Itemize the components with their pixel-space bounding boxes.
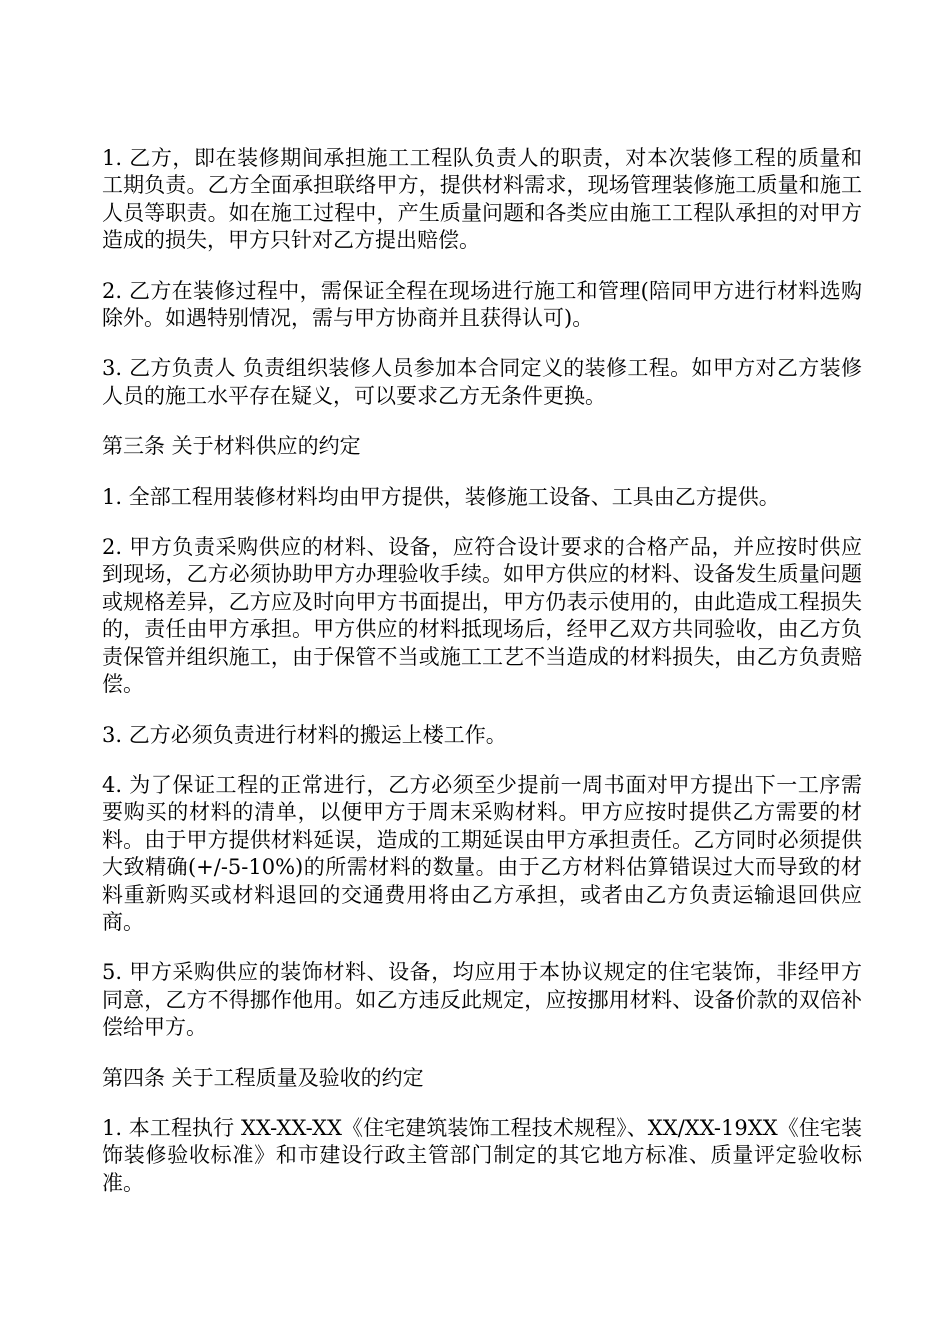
paragraph-item-3-1: 1. 全部工程用装修材料均由甲方提供，装修施工设备、工具由乙方提供。 [102,484,780,509]
paragraph-item-3-4: 4. 为了保证工程的正常进行，乙方必须至少提前一周书面对甲方提出下一工序需要购买的材料的清单，以便甲方于周末采购材料。甲方应按时提供乙方需要的材料。由于甲方提供材料延误，造成的工期延误由甲方承担责任。乙方同时必须提供大致精确(+/-5-10%)的所需材料的数量。由于乙方材料估算错误过大而导致的材料重新购买或材料退回的交通费用将由乙方承担，或者由乙方负责运输退回供应商。 [102,772,862,934]
section-heading-article-3: 第三条 关于材料供应的约定 [102,434,361,459]
section-heading-article-4: 第四条 关于工程质量及验收的约定 [102,1065,424,1090]
paragraph-item-3: 3. 乙方负责人 负责组织装修人员参加本合同定义的装修工程。如甲方对乙方装修人员的施工水平存在疑义，可以要求乙方无条件更换。 [102,356,862,408]
paragraph-item-1: 1. 乙方，即在装修期间承担施工工程队负责人的职责，对本次装修工程的质量和工期负责。乙方全面承担联络甲方，提供材料需求，现场管理装修施工质量和施工人员等职责。如在施工过程中，产生质量问题和各类应由施工工程队承担的对甲方造成的损失，甲方只针对乙方提出赔偿。 [102,146,862,253]
paragraph-item-3-3: 3. 乙方必须负责进行材料的搬运上楼工作。 [102,722,507,747]
document-page [102,145,862,1220]
paragraph-item-3-5: 5. 甲方采购供应的装饰材料、设备，均应用于本协议规定的住宅装饰，非经甲方同意，乙方不得挪作他用。如乙方违反此规定，应按挪用材料、设备价款的双倍补偿给甲方。 [102,960,862,1040]
paragraph-item-4-1: 1. 本工程执行 XX-XX-XX《住宅建筑装饰工程技术规程》、XX/XX-19XX《住宅装饰装修验收标准》和市建设行政主管部门制定的其它地方标准、质量评定验收标准。 [102,1115,862,1195]
paragraph-item-2: 2. 乙方在装修过程中，需保证全程在现场进行施工和管理(陪同甲方进行材料选购除外。如遇特别情况，需与甲方协商并且获得认可)。 [102,278,862,331]
paragraph-item-3-2: 2. 甲方负责采购供应的材料、设备，应符合设计要求的合格产品，并应按时供应到现场，乙方必须协助甲方办理验收手续。如甲方供应的材料、设备发生质量问题或规格差异，乙方应及时向甲方书面提出，甲方仍表示使用的，由此造成工程损失的，责任由甲方承担。甲方供应的材料抵现场后，经甲乙双方共同验收，由乙方负责保管并组织施工，由于保管不当或施工工艺不当造成的材料损失，由乙方负责赔偿。 [102,535,862,697]
